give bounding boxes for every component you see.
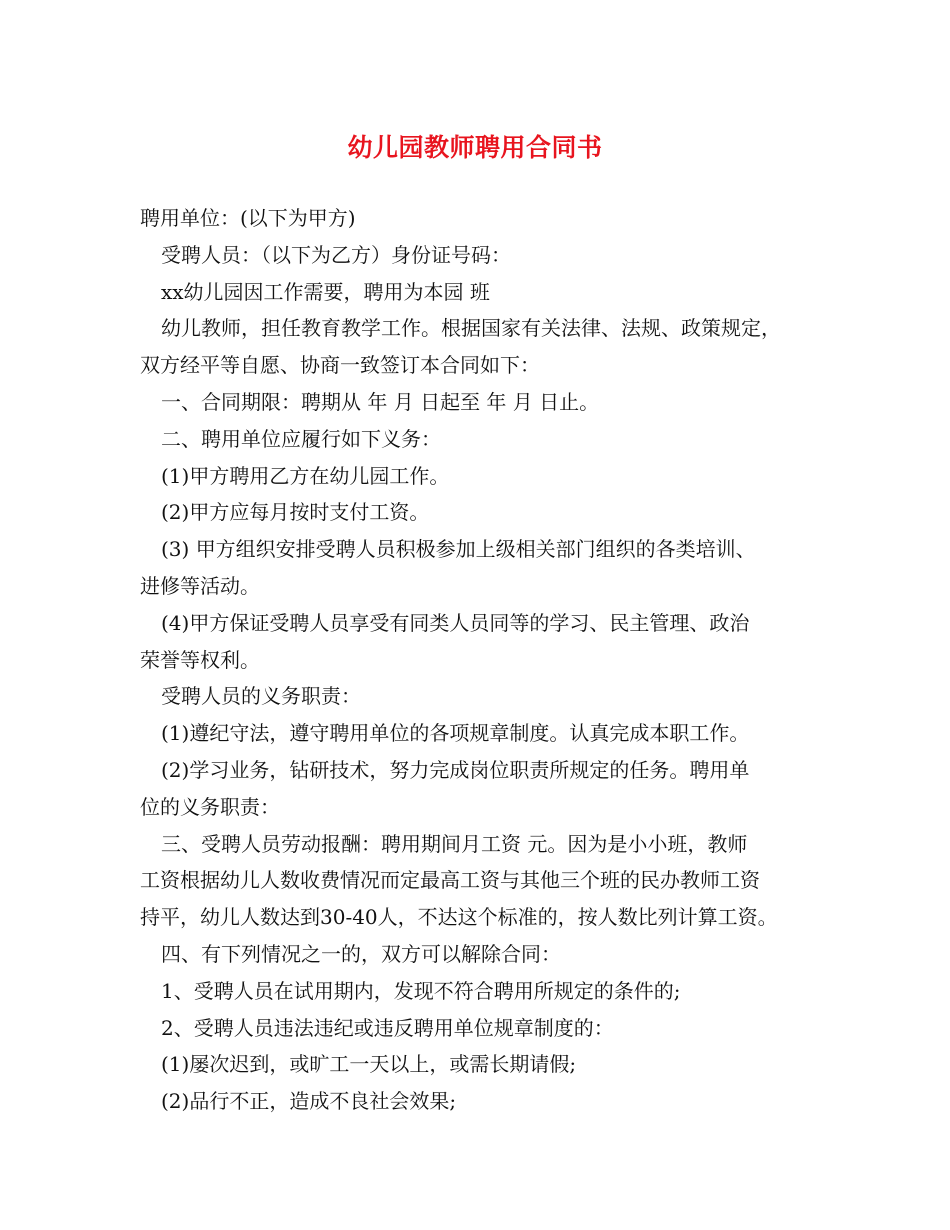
document-title: 幼儿园教师聘用合同书 <box>347 133 603 162</box>
document-body <box>140 200 830 1120</box>
paragraph-line: (2)品行不正，造成不良社会效果; <box>161 1089 457 1114</box>
paragraph-line: xx幼儿园因工作需要，聘用为本园 班 <box>161 279 490 304</box>
paragraph-line: (2)甲方应每月按时支付工资。 <box>161 500 430 525</box>
paragraph-line: 四、有下列情况之一的，双方可以解除合同： <box>161 941 561 966</box>
paragraph-line: 受聘人员的义务职责： <box>161 684 361 709</box>
paragraph-line: 荣誉等权利。 <box>140 647 260 672</box>
paragraph-line: 二、聘用单位应履行如下义务： <box>161 426 441 451</box>
paragraph-line: (4)甲方保证受聘人员享受有同类人员同等的学习、民主管理、政治 <box>161 610 750 635</box>
paragraph-line: (2)学习业务，钻研技术，努力完成岗位职责所规定的任务。聘用单 <box>161 757 750 782</box>
paragraph-line: 2、受聘人员违法违纪或违反聘用单位规章制度的： <box>161 1015 614 1040</box>
paragraph-line: 位的义务职责： <box>140 794 280 819</box>
paragraph-line: (3) 甲方组织安排受聘人员积极参加上级相关部门组织的各类培训、 <box>161 537 756 562</box>
paragraph-line: 工资根据幼儿人数收费情况而定最高工资与其他三个班的民办教师工资 <box>140 868 760 893</box>
paragraph-line: 持平，幼儿人数达到30-40人，不达这个标准的，按人数比列计算工资。 <box>140 905 778 930</box>
paragraph-line: 1、受聘人员在试用期内，发现不符合聘用所规定的条件的; <box>161 978 681 1003</box>
paragraph-line: (1)甲方聘用乙方在幼儿园工作。 <box>161 463 450 488</box>
paragraph-line: (1)遵纪守法，遵守聘用单位的各项规章制度。认真完成本职工作。 <box>161 721 750 746</box>
paragraph-line: 双方经平等自愿、协商一致签订本合同如下： <box>140 353 540 378</box>
paragraph-line: 进修等活动。 <box>140 573 260 598</box>
paragraph-line: (1)屡次迟到，或旷工一天以上，或需长期请假; <box>161 1052 577 1077</box>
paragraph-line: 聘用单位：(以下为甲方) <box>140 206 356 230</box>
paragraph-line: 幼儿教师，担任教育教学工作。根据国家有关法律、法规、政策规定， <box>161 316 781 341</box>
paragraph-line: 一、合同期限：聘期从 年 月 日起至 年 月 日止。 <box>161 389 600 414</box>
paragraph-line: 三、受聘人员劳动报酬：聘用期间月工资 元。因为是小小班，教师 <box>161 831 748 856</box>
paragraph-line: 受聘人员：（以下为乙方）身份证号码： <box>161 242 511 267</box>
